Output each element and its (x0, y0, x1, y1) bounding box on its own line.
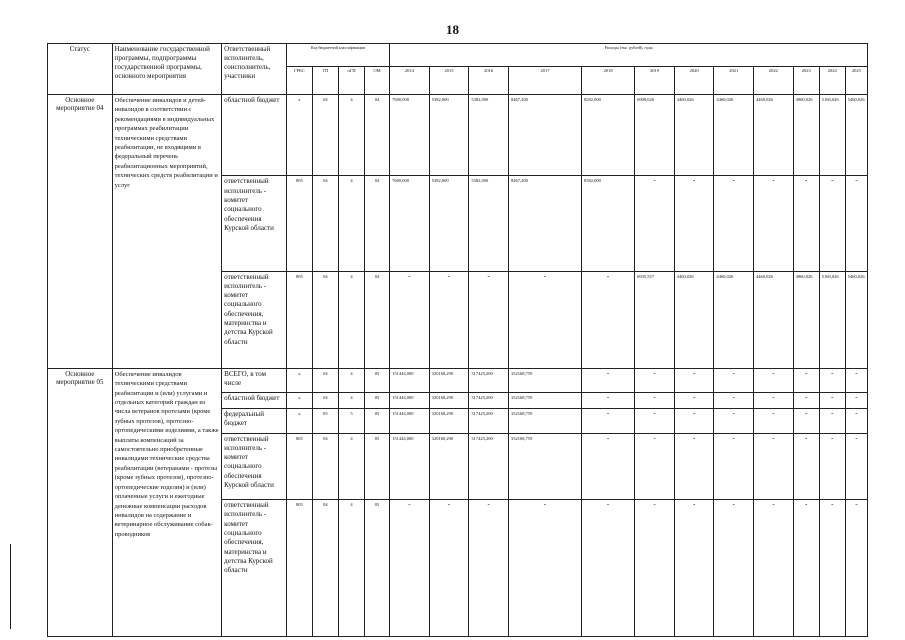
header-year: 2019 (635, 66, 675, 94)
expense-cell: - (635, 176, 675, 271)
row-executor: областной бюджет (222, 393, 287, 409)
budget-code-cell: х (286, 393, 312, 409)
row-executor: федеральный бюджет (222, 409, 287, 433)
expense-cell: - (674, 368, 714, 392)
expense-cell: 5460,026 (845, 271, 867, 368)
table-body (48, 95, 868, 637)
expense-cell: - (635, 500, 675, 637)
expense-cell: 5382,000 (429, 95, 469, 176)
expense-cell: 320160,290 (429, 409, 469, 433)
budget-code-cell: 04 (365, 176, 390, 271)
expense-cell: 8582,000 (581, 95, 634, 176)
table-row (48, 95, 868, 176)
row-executor: ВСЕГО, в том числе (222, 368, 287, 392)
expense-cell: 317425,200 (469, 433, 509, 500)
expense-cell: 4460,026 (754, 271, 794, 368)
header-executor: Ответственный исполнитель, соисполнитель, участники (222, 44, 287, 95)
expense-cell: 4460,026 (674, 95, 714, 176)
budget-code-cell: 4 (338, 176, 364, 271)
expense-cell: - (754, 500, 794, 637)
expense-cell: - (714, 368, 754, 392)
expense-cell: - (508, 500, 581, 637)
expense-cell: 5460,026 (845, 95, 867, 176)
budget-code-cell: 04 (312, 433, 338, 500)
expense-cell: 5382,000 (429, 176, 469, 271)
expense-cell: 4460,026 (714, 271, 754, 368)
expense-cell: - (819, 176, 845, 271)
row-executor: ответственный исполнитель - комитет социального обеспечения Курской области (222, 176, 287, 271)
expense-cell: - (674, 393, 714, 409)
expense-cell: - (714, 433, 754, 500)
budget-code-cell: 04 (312, 368, 338, 392)
expense-cell: - (793, 500, 819, 637)
expense-cell: - (674, 500, 714, 637)
budget-code-cell: 05 (365, 409, 390, 433)
budget-code-cell: 805 (286, 500, 312, 637)
expense-cell: - (581, 368, 634, 392)
expense-cell: - (793, 393, 819, 409)
budget-code-cell: 05 (365, 433, 390, 500)
expense-cell: - (508, 271, 581, 368)
expense-cell: - (819, 368, 845, 392)
expense-cell: - (754, 409, 794, 433)
expense-cell: - (793, 368, 819, 392)
expense-cell: - (429, 500, 469, 637)
expense-cell: - (714, 393, 754, 409)
expense-cell: - (390, 500, 430, 637)
expense-cell: - (845, 368, 867, 392)
expense-cell: - (635, 368, 675, 392)
expense-cell: - (635, 393, 675, 409)
budget-code-cell: 05 (365, 393, 390, 409)
expense-cell: 8582,000 (581, 176, 634, 271)
row-executor: ответственный исполнитель - комитет социального обеспечения, материнства и детства Курской области (222, 271, 287, 368)
expense-cell: 6908,026 (635, 95, 675, 176)
header-year: 2023 (793, 66, 819, 94)
budget-code-cell: 4 (338, 393, 364, 409)
expense-cell: - (581, 500, 634, 637)
margin-line (10, 544, 11, 629)
budget-code-cell: 4 (338, 433, 364, 500)
expense-cell: - (581, 393, 634, 409)
row-name: Обеспечение инвалидов техническими средствами реабилитации и (или) услугами и отдельных категорий граждан из числа ветеранов протезами (кроме зубных протезов), протезно-ортопедическими изделиями, а также выплаты компенсаций за самостоятельно приобретенные инвалидами технические средства реабилитации (ветеранами - протезы (кроме зубных протезов), протезно-ортопедические изделия) и (или) оплаченные услуги и ежегодные денежные компенсации расходов инвалидов на содержание и ветеринарное обслуживание собак-проводников (112, 368, 222, 636)
expense-cell: - (754, 176, 794, 271)
expense-cell: - (754, 368, 794, 392)
expense-cell: 5382,000 (469, 176, 509, 271)
budget-code-cell: 4 (338, 368, 364, 392)
expense-cell: - (793, 409, 819, 433)
budget-code-cell: х (286, 409, 312, 433)
budget-code-cell: 04 (312, 95, 338, 176)
budget-code-cell: 805 (286, 176, 312, 271)
budget-table (47, 43, 868, 637)
budget-code-cell: 4 (338, 95, 364, 176)
budget-code-cell: 05 (365, 368, 390, 392)
header-year: 2025 (845, 66, 867, 94)
header-name: Наименование государственной программы, подпрограммы государственной программы, основного мероприятия (112, 44, 222, 95)
expense-cell: 6935,557 (635, 271, 675, 368)
header-year: 2024 (819, 66, 845, 94)
expense-cell: - (845, 500, 867, 637)
expense-cell: 151444,000 (390, 393, 430, 409)
expense-cell: - (819, 500, 845, 637)
expense-cell: - (754, 433, 794, 500)
expense-cell: 5382,000 (469, 95, 509, 176)
budget-code-cell: 04 (365, 95, 390, 176)
expense-cell: 151444,000 (390, 433, 430, 500)
header-year: 2015 (429, 66, 469, 94)
expense-cell: - (793, 433, 819, 500)
budget-code-cell: 05 (365, 500, 390, 637)
expense-cell: 320160,290 (429, 393, 469, 409)
header-code: ГРБС (286, 66, 312, 94)
expense-cell: 332168,759 (508, 433, 581, 500)
expense-cell: 4460,026 (754, 95, 794, 176)
header-code: ГП (312, 66, 338, 94)
expense-cell: - (845, 393, 867, 409)
expense-cell: 4960,026 (793, 95, 819, 176)
header-status: Статус (48, 44, 113, 95)
header-year: 2020 (674, 66, 714, 94)
expense-cell: - (581, 433, 634, 500)
expense-cell: - (635, 409, 675, 433)
expense-cell: - (674, 433, 714, 500)
expense-cell: - (429, 271, 469, 368)
header-year: 2022 (754, 66, 794, 94)
expense-cell: - (714, 500, 754, 637)
row-status: Основное мероприятие 05 (48, 368, 113, 636)
expense-cell: 4960,026 (793, 271, 819, 368)
header-code: пГП (338, 66, 364, 94)
expense-cell: - (714, 409, 754, 433)
expense-cell: 332168,759 (508, 393, 581, 409)
expense-cell: 317425,200 (469, 368, 509, 392)
budget-code-cell: х (286, 368, 312, 392)
expense-cell: 4460,026 (714, 95, 754, 176)
budget-code-cell: 04 (312, 393, 338, 409)
expense-cell: 151444,000 (390, 368, 430, 392)
expense-cell: - (469, 271, 509, 368)
header-codes-group: Код бюджетной классификации (286, 44, 389, 67)
expense-cell: 317425,200 (469, 409, 509, 433)
expense-cell: - (845, 409, 867, 433)
expense-cell: - (714, 176, 754, 271)
header-expenses-group: Расходы (тыс. рублей), годы (390, 44, 868, 67)
expense-cell: 4460,026 (674, 271, 714, 368)
row-name: Обеспечение инвалидов и детей-инвалидов в соответствии с рекомендациями в индивидуальных программах реабилитации техническими средствами реабилитации, не входящими в федеральный перечень реабилитационных мероприятий, технических средств реабилитации и услуг (112, 95, 222, 369)
header-year: 2016 (469, 66, 509, 94)
budget-code-cell: 04 (312, 271, 338, 368)
budget-code-cell: 04 (312, 500, 338, 637)
header-year: 2014 (390, 66, 430, 94)
expense-cell: 8467,200 (508, 176, 581, 271)
budget-code-cell: 4 (338, 500, 364, 637)
expense-cell: - (819, 409, 845, 433)
budget-code-cell: 04 (312, 176, 338, 271)
row-status: Основное мероприятие 04 (48, 95, 113, 369)
expense-cell: - (674, 176, 714, 271)
budget-code-cell: 4 (338, 271, 364, 368)
row-executor: областной бюджет (222, 95, 287, 176)
budget-code-cell: х (286, 95, 312, 176)
budget-code-cell: 05 (312, 409, 338, 433)
expense-cell: 320160,290 (429, 433, 469, 500)
expense-cell: - (635, 433, 675, 500)
expense-cell: 317425,200 (469, 393, 509, 409)
expense-cell: 5160,026 (819, 95, 845, 176)
row-executor: ответственный исполнитель - комитет социального обеспечения, материнства и детства Курской области (222, 500, 287, 637)
header-year: 2018 (581, 66, 634, 94)
expense-cell: - (469, 500, 509, 637)
row-executor: ответственный исполнитель - комитет социального обеспечения Курской области (222, 433, 287, 500)
expense-cell: - (581, 409, 634, 433)
expense-cell: - (819, 433, 845, 500)
budget-code-cell: 04 (365, 271, 390, 368)
expense-cell: 7600,000 (390, 176, 430, 271)
budget-code-cell: 5 (338, 409, 364, 433)
expense-cell: - (793, 176, 819, 271)
header-code: ОМ (365, 66, 390, 94)
expense-cell: 5160,026 (819, 271, 845, 368)
expense-cell: - (845, 433, 867, 500)
expense-cell: - (819, 393, 845, 409)
expense-cell: - (390, 271, 430, 368)
table-row (48, 368, 868, 392)
expense-cell: - (674, 409, 714, 433)
header-year: 2021 (714, 66, 754, 94)
expense-cell: 7600,000 (390, 95, 430, 176)
page-number: 18 (446, 22, 459, 37)
expense-cell: - (845, 176, 867, 271)
expense-cell: 151444,000 (390, 409, 430, 433)
expense-cell: 332168,759 (508, 409, 581, 433)
budget-code-cell: 805 (286, 433, 312, 500)
expense-cell: - (754, 393, 794, 409)
expense-cell: 320160,290 (429, 368, 469, 392)
budget-code-cell: 805 (286, 271, 312, 368)
expense-cell: 332168,759 (508, 368, 581, 392)
expense-cell: - (581, 271, 634, 368)
expense-cell: 8467,200 (508, 95, 581, 176)
header-year: 2017 (508, 66, 581, 94)
